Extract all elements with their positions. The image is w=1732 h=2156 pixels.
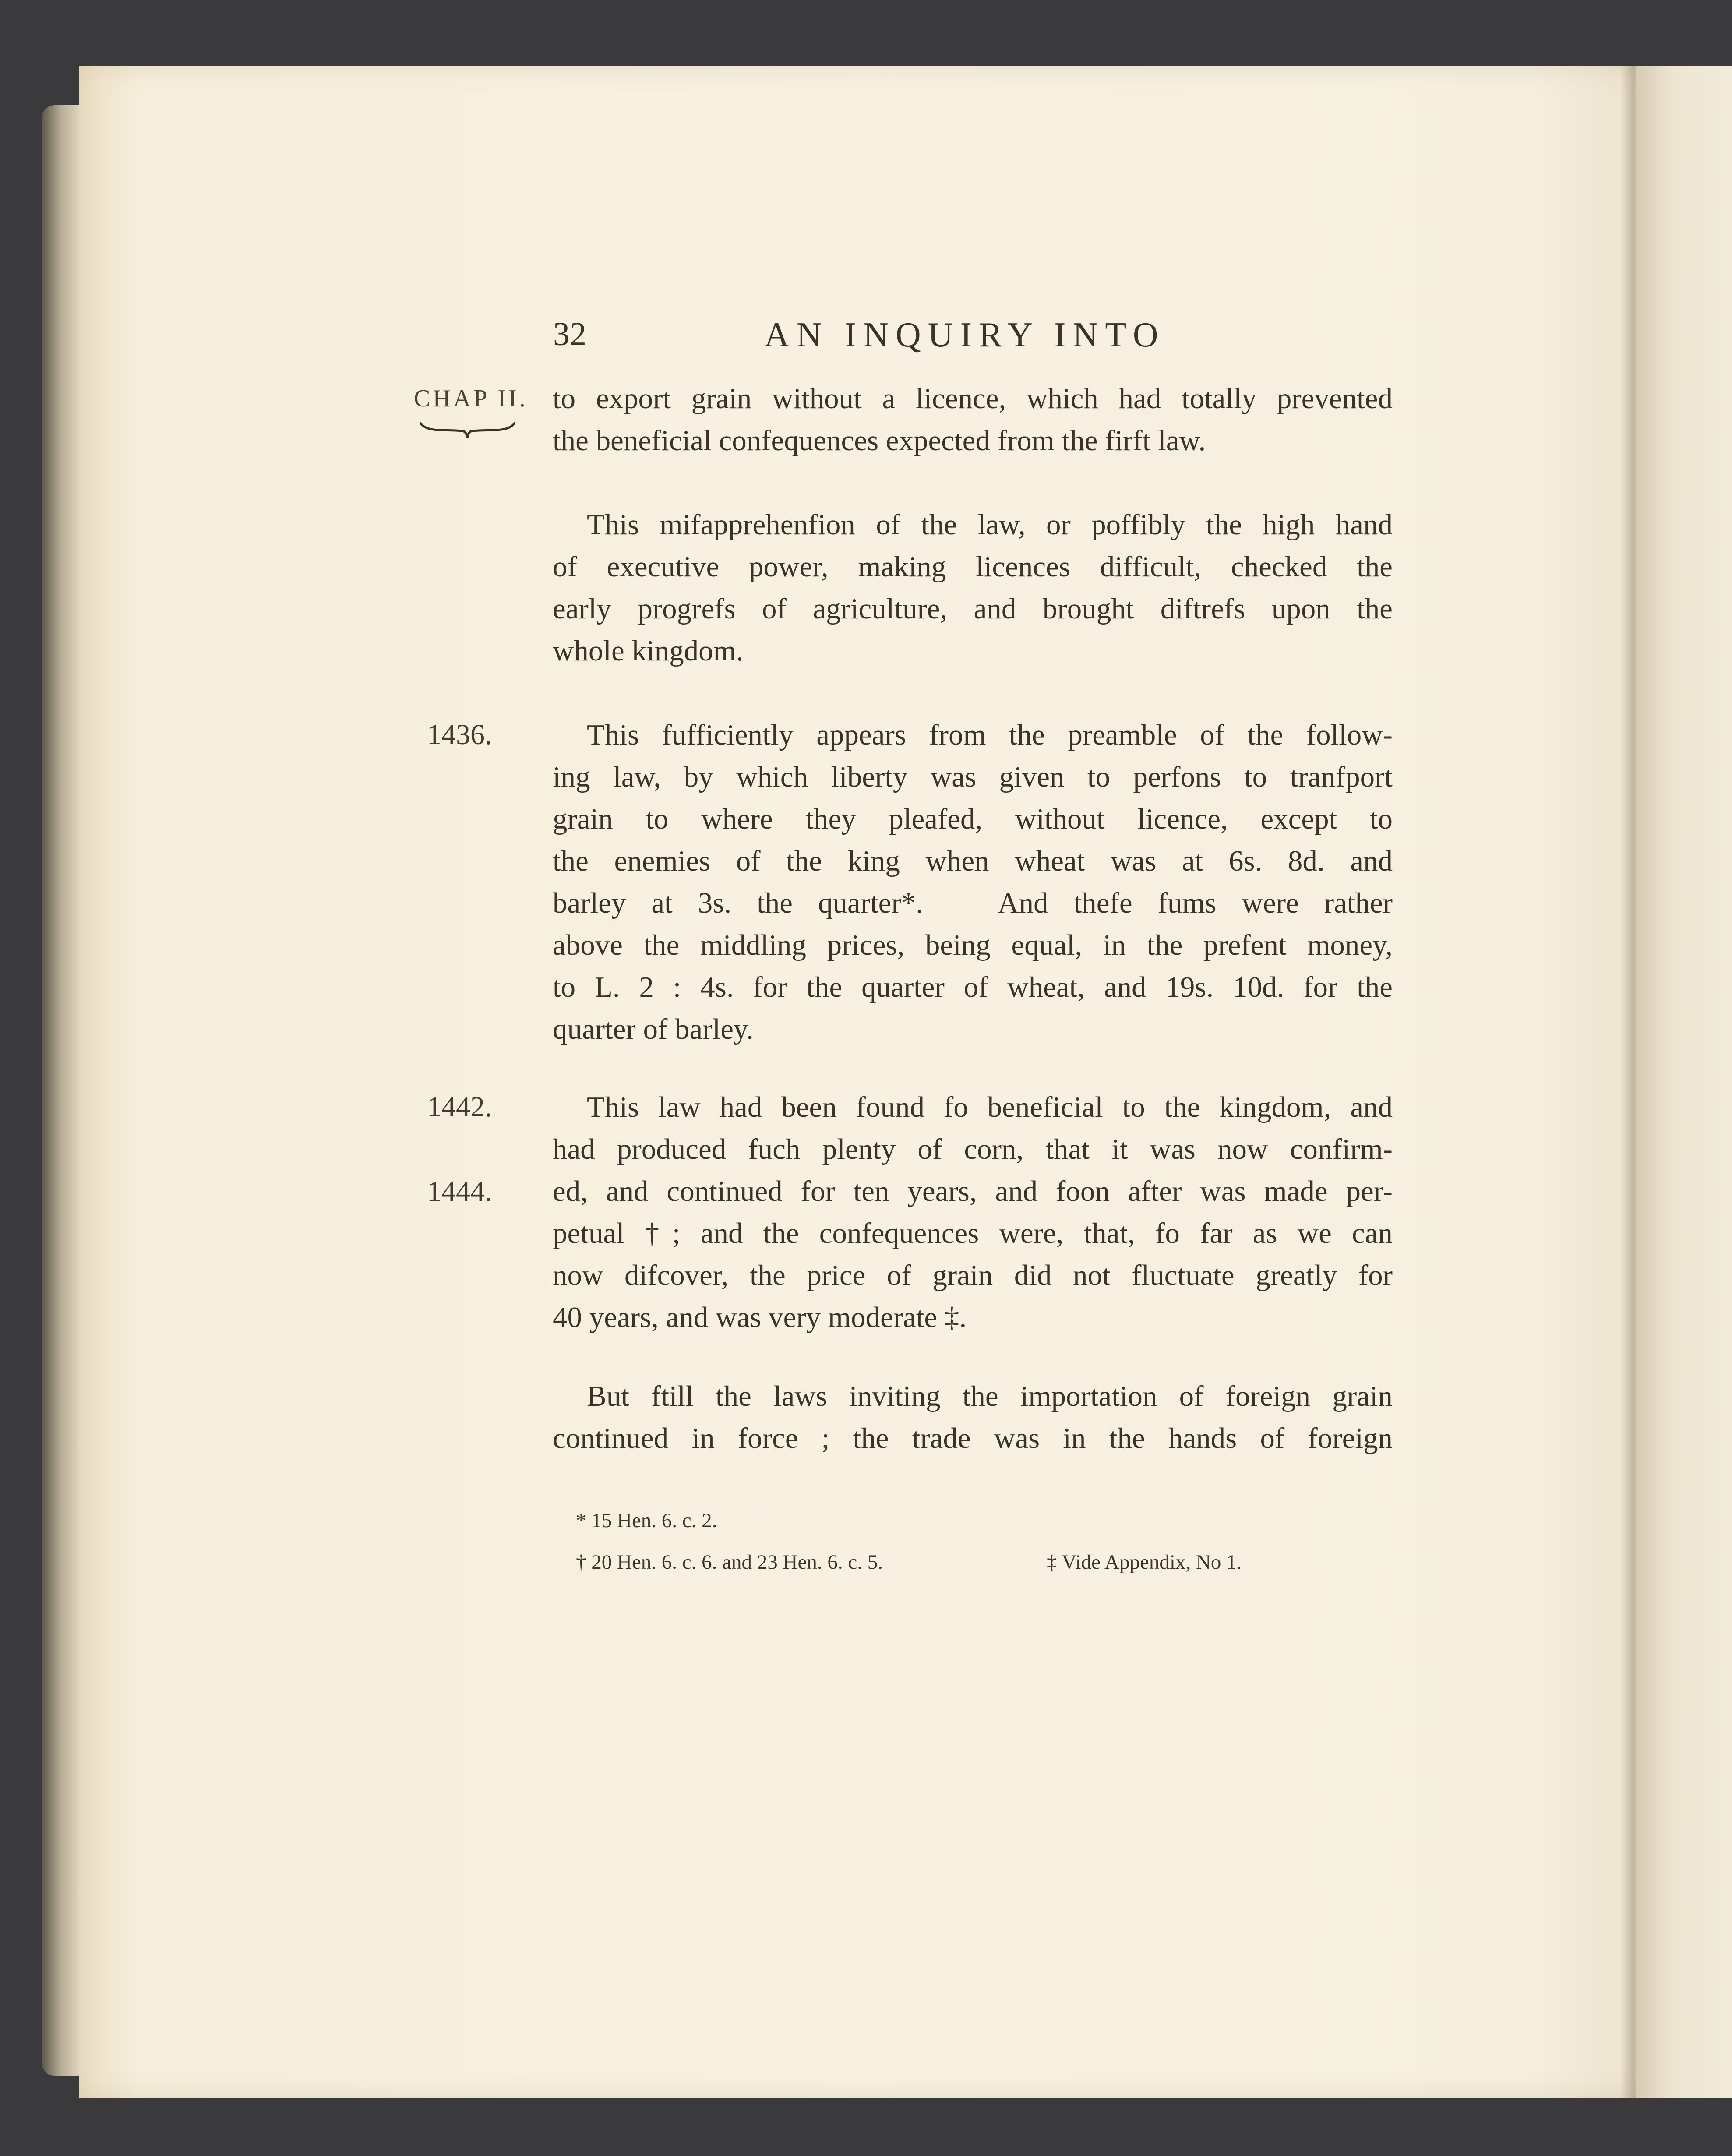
body-line: quarter of barley.	[553, 1013, 754, 1045]
margin-year: 1436.	[427, 719, 492, 751]
footnote-dagger: † 20 Hen. 6. c. 6. and 23 Hen. 6. c. 5.	[576, 1551, 883, 1574]
body-line: of executive power, making licences difficult, checked the	[553, 550, 1393, 583]
body-line: continued in force ; the trade was in the hands of foreign	[553, 1422, 1393, 1454]
body-line: whole kingdom.	[553, 635, 744, 667]
chapter-label: CHAP II.	[414, 385, 528, 412]
body-line: But ftill the laws inviting the importation of foreign grain	[587, 1380, 1393, 1412]
body-line: This law had been found fo beneficial to the kingdom, and	[587, 1091, 1393, 1123]
page-number: 32	[553, 316, 586, 353]
margin-year: 1444.	[427, 1175, 492, 1207]
footnote-star: * 15 Hen. 6. c. 2.	[576, 1509, 717, 1532]
body-line: above the middling prices, being equal, in the prefent money,	[553, 929, 1393, 961]
body-line: to L. 2 : 4s. for the quarter of wheat, and 19s. 10d. for the	[553, 971, 1393, 1003]
body-line: grain to where they pleafed, without licence, except to	[553, 803, 1393, 835]
running-title: AN INQUIRY INTO	[764, 316, 1165, 354]
margin-year: 1442.	[427, 1091, 492, 1123]
facing-page-edge	[1636, 66, 1732, 2098]
book-page	[79, 66, 1653, 2098]
body-line: 40 years, and was very moderate ‡.	[553, 1301, 967, 1334]
body-line: This mifapprehenfion of the law, or poffibly the high hand	[587, 508, 1393, 541]
body-line: barley at 3s. the quarter*. And thefe fums were rather	[553, 887, 1393, 919]
body-line: ed, and continued for ten years, and foon after was made per-	[553, 1175, 1393, 1207]
body-line: the enemies of the king when wheat was at 6s. 8d. and	[553, 845, 1393, 877]
body-line: This fufficiently appears from the preamble of the follow-	[587, 719, 1393, 751]
chapter-brace-icon	[418, 420, 517, 441]
footnote-double-dagger: ‡ Vide Appendix, No 1.	[1047, 1551, 1242, 1574]
body-line: to export grain without a licence, which had totally prevented	[553, 382, 1393, 415]
body-line: the beneficial confequences expected from the firft law.	[553, 424, 1206, 457]
body-line: early progrefs of agriculture, and brought diftrefs upon the	[553, 593, 1393, 625]
body-line: had produced fuch plenty of corn, that it was now confirm-	[553, 1133, 1393, 1165]
body-line: petual †; and the confequences were, that, fo far as we can	[553, 1217, 1393, 1249]
body-line: ing law, by which liberty was given to perfons to tranfport	[553, 761, 1393, 793]
body-line: now difcover, the price of grain did not fluctuate greatly for	[553, 1259, 1393, 1291]
